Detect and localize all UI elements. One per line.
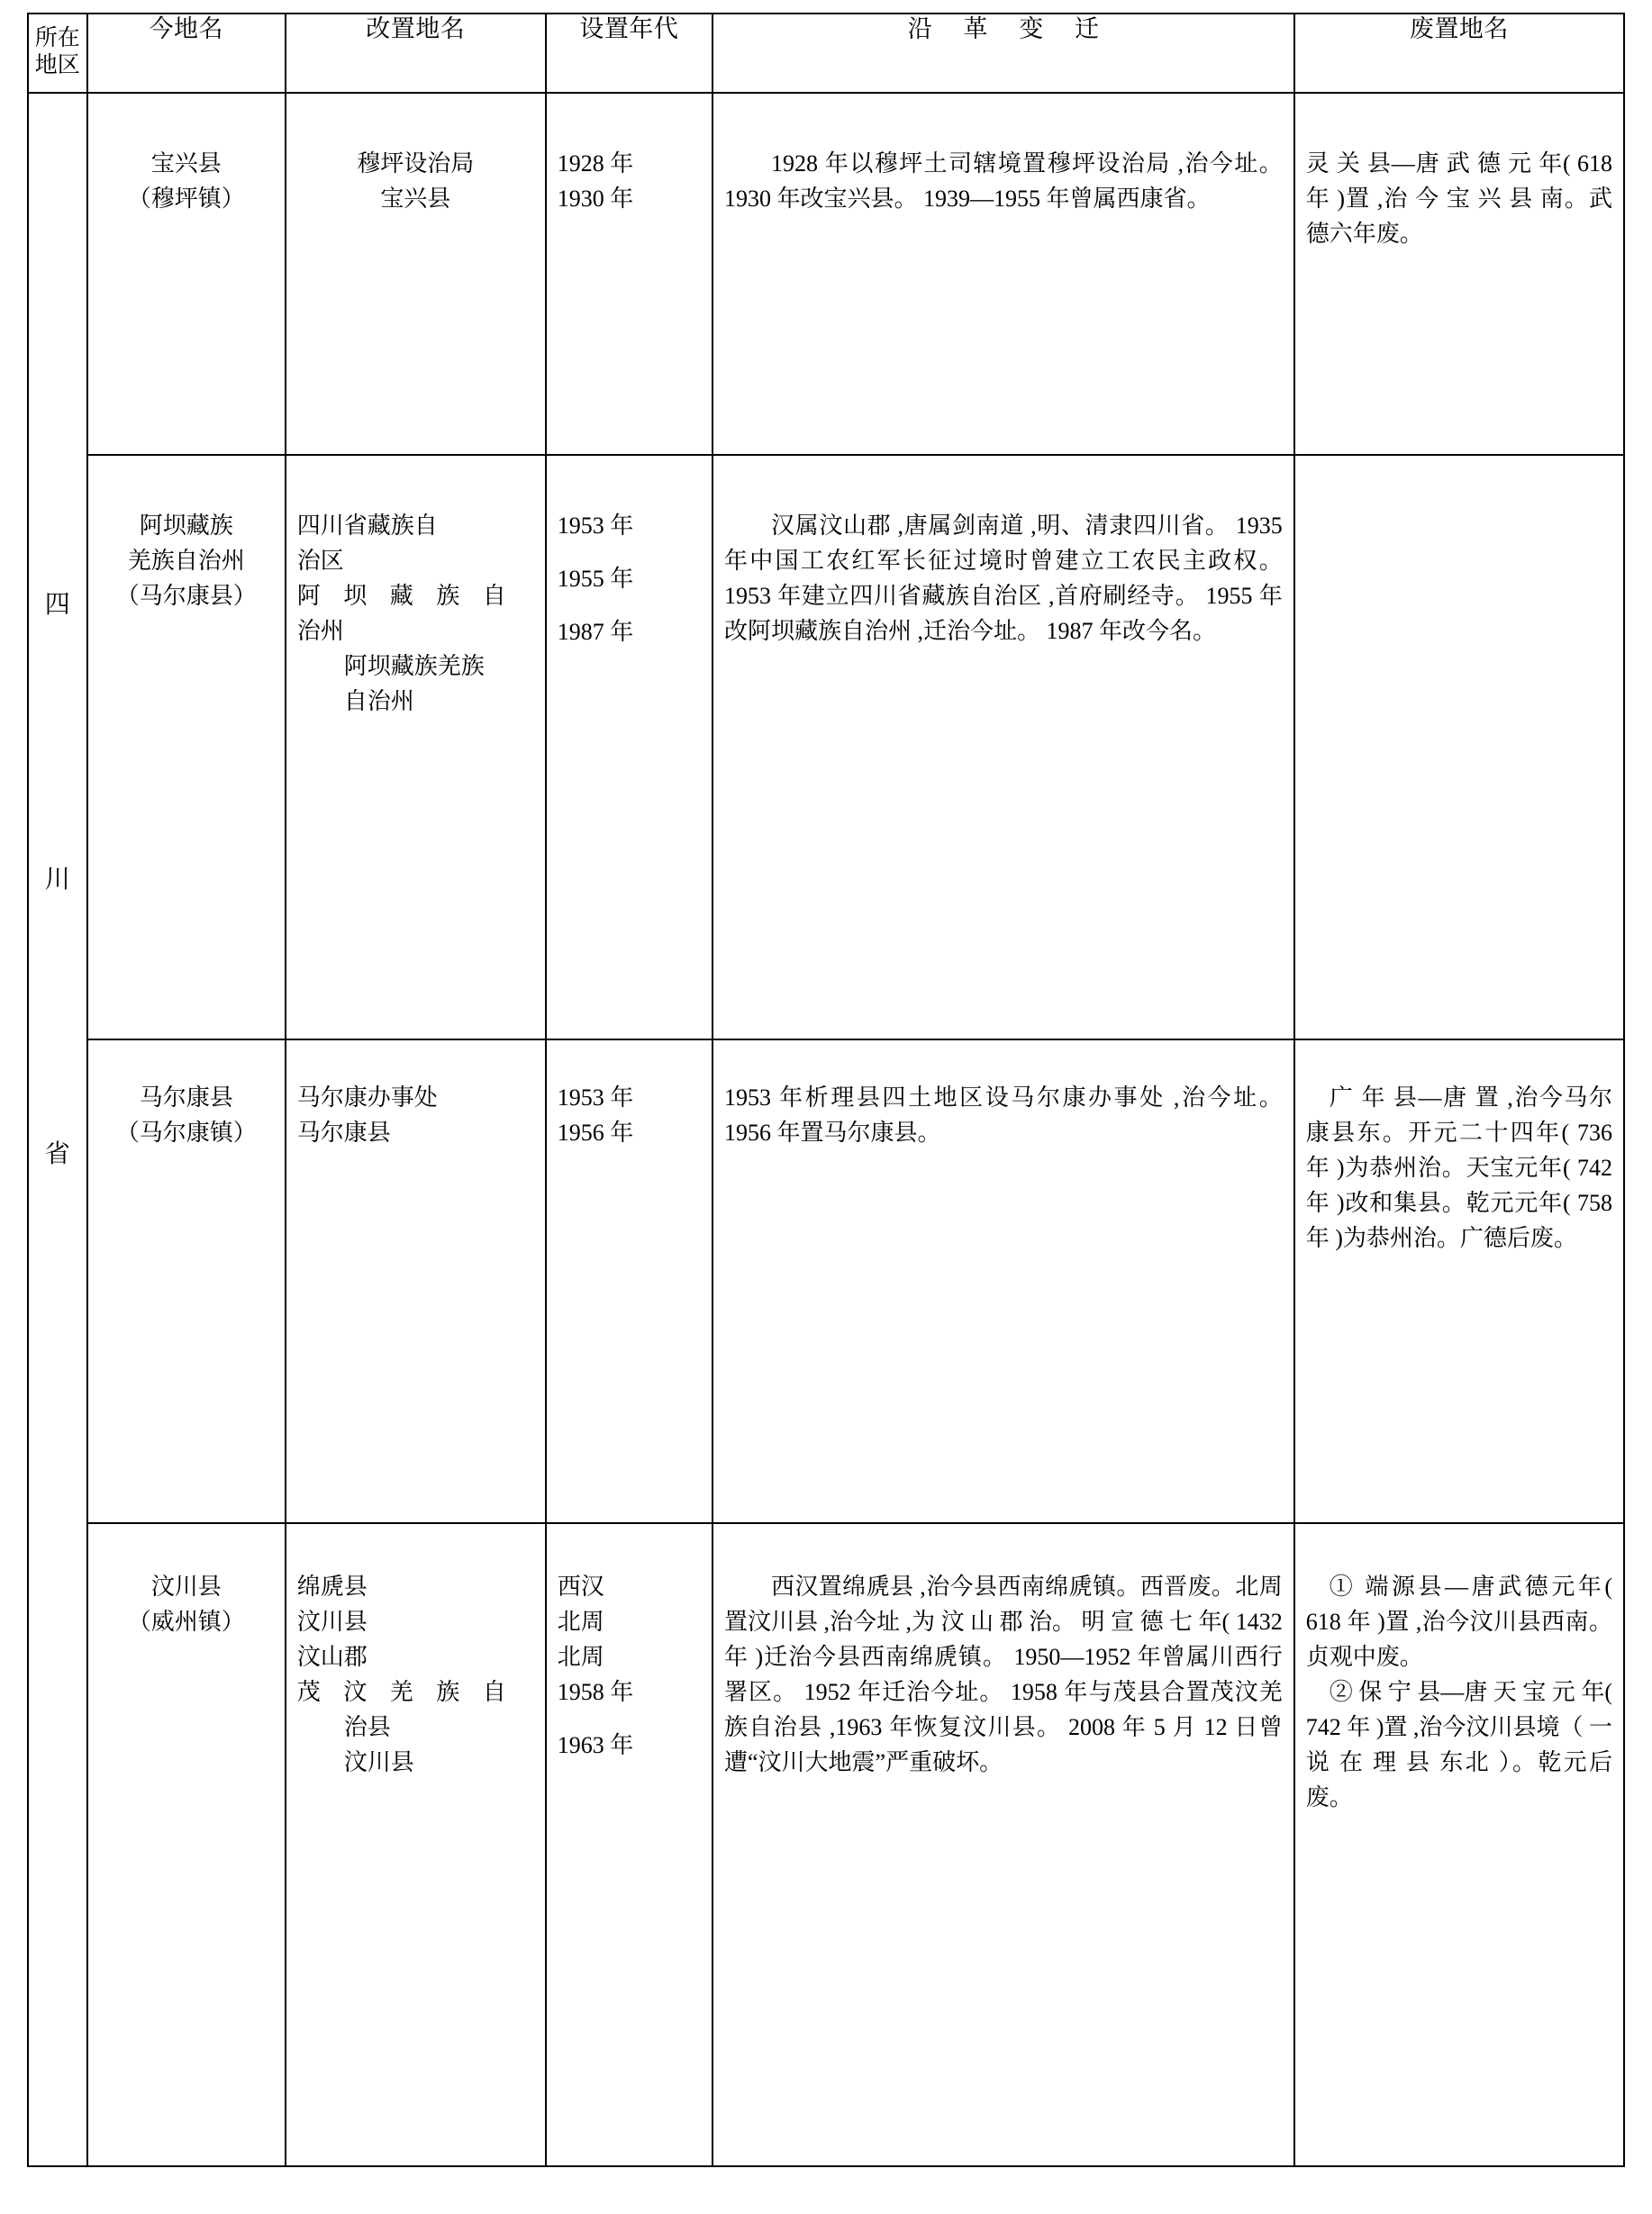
year-line: 北周 bbox=[557, 1609, 604, 1636]
renamed-line: 马尔康县 bbox=[296, 1119, 391, 1146]
renamed-line: 茂 汶 羌 族 自 bbox=[296, 1679, 506, 1706]
column-header-history: 沿 革 变 迁 bbox=[713, 14, 1294, 93]
cell-history bbox=[713, 455, 1294, 1039]
abolished-text bbox=[1295, 456, 1623, 521]
year-line: 1953 年 bbox=[557, 1084, 634, 1111]
cell-renamed bbox=[286, 93, 546, 455]
current-name-line: 宝兴县 bbox=[150, 150, 222, 177]
cell-current-name bbox=[87, 1523, 286, 2166]
cell-renamed bbox=[286, 455, 546, 1039]
renamed-line: 马尔康办事处 bbox=[296, 1084, 438, 1111]
year-line: 北周 bbox=[557, 1644, 604, 1671]
cell-renamed bbox=[286, 1039, 546, 1523]
cell-current-name bbox=[87, 1039, 286, 1523]
current-name-line: （穆坪镇） bbox=[127, 186, 245, 212]
renamed-line: 治州 bbox=[296, 618, 344, 645]
cell-renamed bbox=[286, 1523, 546, 2166]
year-line: 西汉 bbox=[557, 1574, 604, 1601]
cell-current-name bbox=[87, 93, 286, 455]
year-line: 1930 年 bbox=[557, 186, 634, 212]
year-line: 1955 年 bbox=[557, 566, 634, 593]
column-header-abolished: 废置地名 bbox=[1294, 14, 1624, 93]
column-header-renamed: 改置地名 bbox=[286, 14, 546, 93]
renamed-line: 阿 坝 藏 族 自 bbox=[296, 583, 506, 610]
cell-abolished bbox=[1294, 93, 1624, 455]
year-line: 1963 年 bbox=[557, 1732, 634, 1759]
current-name-line: 马尔康县 bbox=[139, 1084, 233, 1111]
table-row bbox=[28, 93, 1624, 455]
renamed-line: 自治州 bbox=[343, 688, 414, 715]
cell-year bbox=[546, 93, 713, 455]
region-char-3: 省 bbox=[44, 1140, 70, 1168]
cell-year bbox=[546, 1039, 713, 1523]
abolished-item: ② 保 宁 县—唐 天 宝 元 年( 742 年 )置 ,治今汶川县境（ 一 说 在 理 县 东北 ）。乾元后废。 bbox=[1305, 1679, 1612, 1811]
renamed-line: 绵虒县 bbox=[296, 1574, 368, 1601]
current-name-line: 汶川县 bbox=[150, 1574, 222, 1601]
column-header-region-line2: 地区 bbox=[34, 53, 80, 77]
table-row bbox=[28, 455, 1624, 1039]
cell-year bbox=[546, 1523, 713, 2166]
region-label-vertical bbox=[29, 94, 86, 2165]
abolished-text: 广 年 县—唐 置 ,治今马尔康县东。开元二十四年( 736 年 )为恭州治。天宝元年( 742 年 )改和集县。乾元元年( 758 年 )为恭州治。广德后废。 bbox=[1305, 1084, 1612, 1251]
history-text: 1953 年析理县四土地区设马尔康办事处 ,治今址。 1956 年置马尔康县。 bbox=[724, 1084, 1283, 1146]
region-char-2: 川 bbox=[44, 866, 70, 894]
renamed-line: 穆坪设治局 bbox=[357, 150, 475, 177]
year-spacer bbox=[558, 1710, 701, 1728]
history-text: 汉属汶山郡 ,唐属剑南道 ,明、清隶四川省。 1935 年中国工农红军长征过境时曾建立工农民主政权。 1953 年建立四川省藏族自治区 ,首府刷经寺。 1955 年改阿坝藏族自治州 ,迁治今址。 1987 年改今名。 bbox=[724, 513, 1283, 645]
renamed-line: 阿坝藏族羌族 bbox=[343, 653, 485, 680]
current-name-line: （马尔康镇） bbox=[115, 1119, 257, 1146]
year-line: 1953 年 bbox=[557, 513, 634, 540]
cell-abolished bbox=[1294, 455, 1624, 1039]
abolished-text: 灵 关 县—唐 武 德 元 年( 618 年 )置 ,治 今 宝 兴 县 南。武德六年废。 bbox=[1305, 150, 1612, 247]
column-header-region-line1: 所在 bbox=[34, 26, 80, 50]
cell-year bbox=[546, 455, 713, 1039]
table-body bbox=[28, 93, 1624, 2166]
renamed-line: 汶川县 bbox=[343, 1749, 414, 1776]
history-text: 西汉置绵虒县 ,治今县西南绵虒镇。西晋废。北周置汶川县 ,治今址 ,为 汶 山 郡 治。 明 宣 德 七 年( 1432 年 )迁治今县西南绵虒镇。 1950—1952 年曾属川西行署区。 1952 年迁治今址。 1958 年与茂县合置茂汶羌族自治县 ,1963 年恢复汶川县。 2008 年 5 月 12 日曾遭“汶川大地震”严重破坏。 bbox=[724, 1574, 1283, 1776]
current-name-line: 羌族自治州 bbox=[127, 548, 245, 575]
cell-history bbox=[713, 93, 1294, 455]
table-row bbox=[28, 1039, 1624, 1523]
cell-history bbox=[713, 1039, 1294, 1523]
year-spacer bbox=[558, 543, 701, 561]
cell-abolished bbox=[1294, 1039, 1624, 1523]
renamed-line: 汶山郡 bbox=[296, 1644, 368, 1671]
table-header bbox=[28, 14, 1624, 93]
renamed-line: 治县 bbox=[343, 1714, 391, 1741]
column-header-region bbox=[28, 14, 87, 93]
history-text: 1928 年以穆坪土司辖境置穆坪设治局 ,治今址。 1930 年改宝兴县。 1939—1955 年曾属西康省。 bbox=[724, 150, 1283, 212]
region-char-1: 四 bbox=[44, 591, 70, 619]
year-line: 1928 年 bbox=[557, 150, 634, 177]
renamed-line: 治区 bbox=[296, 548, 344, 575]
current-name-line: （马尔康县） bbox=[115, 583, 257, 610]
column-header-year: 设置年代 bbox=[546, 14, 713, 93]
year-line: 1956 年 bbox=[557, 1119, 634, 1146]
gazetteer-table bbox=[27, 13, 1625, 2167]
current-name-line: 阿坝藏族 bbox=[139, 513, 233, 540]
current-name-line: （威州镇） bbox=[127, 1609, 245, 1636]
abolished-item: ① 端源县—唐武德元年( 618 年 )置 ,治今汶川县西南。贞观中废。 bbox=[1305, 1574, 1612, 1671]
cell-current-name bbox=[87, 455, 286, 1039]
table-row bbox=[28, 1523, 1624, 2166]
column-header-current-name: 今地名 bbox=[87, 14, 286, 93]
cell-abolished bbox=[1294, 1523, 1624, 2166]
renamed-line: 汶川县 bbox=[296, 1609, 368, 1636]
year-spacer bbox=[558, 596, 701, 614]
header-row bbox=[28, 14, 1624, 93]
region-label-cell bbox=[28, 93, 87, 2166]
renamed-line: 宝兴县 bbox=[380, 186, 451, 212]
renamed-line: 四川省藏族自 bbox=[296, 513, 438, 540]
year-line: 1987 年 bbox=[557, 619, 634, 646]
year-line: 1958 年 bbox=[557, 1679, 634, 1706]
cell-history bbox=[713, 1523, 1294, 2166]
